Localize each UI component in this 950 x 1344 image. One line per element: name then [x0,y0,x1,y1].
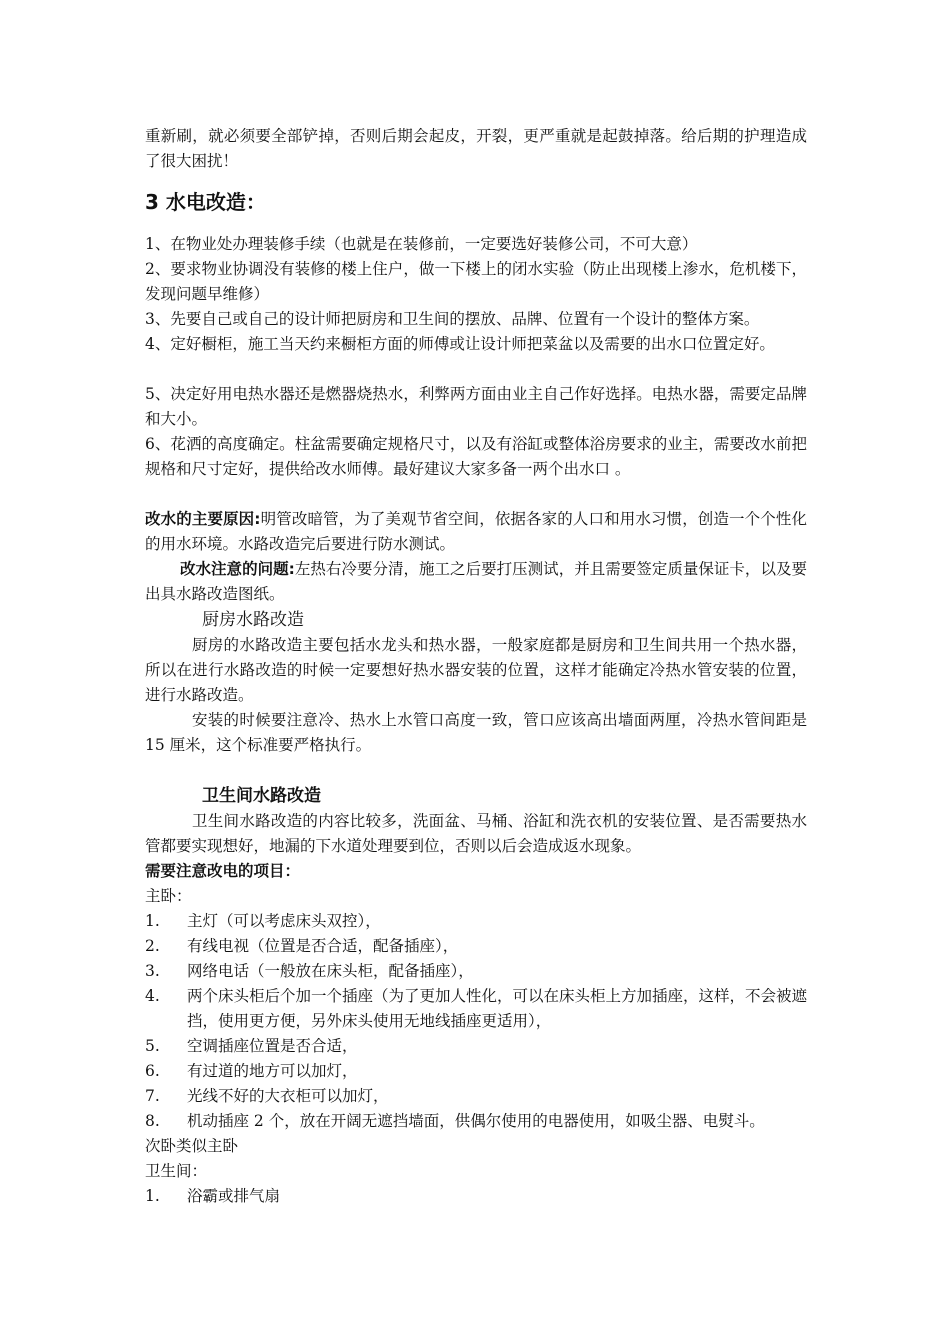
step-item: 6、花洒的高度确定。柱盆需要确定规格尺寸，以及有浴缸或整体浴房要求的业主，需要改水前把规格和尺寸定好，提供给改水师傅。最好建议大家多备一两个出水口 。 [145,435,807,478]
step-item: 5、决定好用电热水器还是燃器烧热水，利弊两方面由业主自己作好选择。电热水器，需要定品牌和大小。 [145,385,807,428]
spacer [145,357,807,382]
step-item: 4、定好橱柜，施工当天约来橱柜方面的师傅或让设计师把菜盆以及需要的出水口位置定好。 [145,335,775,353]
step-item: 2、要求物业协调没有装修的楼上住户，做一下楼上的闭水实验（防止出现楼上渗水，危机楼下，发现问题早维修） [145,260,807,303]
document-page [145,124,807,1209]
bathroom-title: 卫生间水路改造 [202,786,321,806]
list-item: 3. 网络电话（一般放在床头柜，配备插座）， [145,962,474,980]
reason-label: 改水的主要原因: [145,510,261,528]
notice-text: 左热右冷要分清，施工之后要打压测试，并且需要签定质量保证卡，以及要出具水路改造图纸。 [145,560,807,603]
master-bedroom-list [145,909,807,1134]
list-item: 7. 光线不好的大衣柜可以加灯， [145,1087,389,1105]
master-bedroom-label: 主卧： [145,887,192,905]
list-item: 5. 空调插座位置是否合适， [145,1037,358,1055]
intro-paragraph: 重新刷，就必须要全部铲掉，否则后期会起皮，开裂，更严重就是起鼓掉落。给后期的护理造成了很大困扰！ [145,127,807,170]
list-item: 1. 主灯（可以考虑床头双控）， [145,912,381,930]
electric-title: 需要注意改电的项目： [145,862,301,880]
list-item: 8. 机动插座 2 个，放在开阔无遮挡墙面，供偶尔使用的电器使用，如吸尘器、电熨斗。 [145,1112,765,1130]
bathroom-label: 卫生间： [145,1162,208,1180]
reason-text: 明管改暗管，为了美观节省空间，依据各家的人口和用水习惯，创造一个个性化的用水环境。水路改造完后要进行防水测试。 [145,510,807,553]
spacer [145,758,807,783]
reason-paragraph [145,507,807,557]
kitchen-title: 厨房水路改造 [202,610,304,630]
step-item: 3、先要自己或自己的设计师把厨房和卫生间的摆放、品牌、位置有一个设计的整体方案。 [145,310,760,328]
kitchen-paragraph-1: 厨房的水路改造主要包括水龙头和热水器，一般家庭都是厨房和卫生间共用一个热水器，所以在进行水路改造的时候一定要想好热水器安装的位置，这样才能确定冷热水管安装的位置，进行水路改造。 [145,636,807,704]
notice-paragraph [145,557,807,607]
second-bedroom-note: 次卧类似主卧 [145,1137,239,1155]
spacer [145,482,807,507]
step-item: 1、在物业处办理装修手续（也就是在装修前，一定要选好装修公司，不可大意） [145,235,698,253]
list-item: 2. 有线电视（位置是否合适，配备插座）， [145,937,459,955]
steps-list [145,232,807,482]
kitchen-paragraph-2: 安装的时候要注意冷、热水上水管口高度一致，管口应该高出墙面两厘，冷热水管间距是 15 厘米，这个标准要严格执行。 [145,711,807,754]
bathroom-list [145,1184,807,1209]
list-item: 6. 有过道的地方可以加灯， [145,1062,358,1080]
list-item: 4. 两个床头柜后个加一个插座（为了更加人性化，可以在床头柜上方加插座，这样，不会被遮挡，使用更方便，另外床头使用无地线插座更适用）， [145,987,808,1030]
notice-label: 改水注意的问题: [180,560,295,578]
section-title: 3 水电改造： [145,190,266,214]
list-item: 1. 浴霸或排气扇 [145,1187,281,1205]
bathroom-paragraph-1: 卫生间水路改造的内容比较多，洗面盆、马桶、浴缸和洗衣机的安装位置、是否需要热水管都要实现想好，地漏的下水道处理要到位，否则以后会造成返水现象。 [145,812,807,855]
